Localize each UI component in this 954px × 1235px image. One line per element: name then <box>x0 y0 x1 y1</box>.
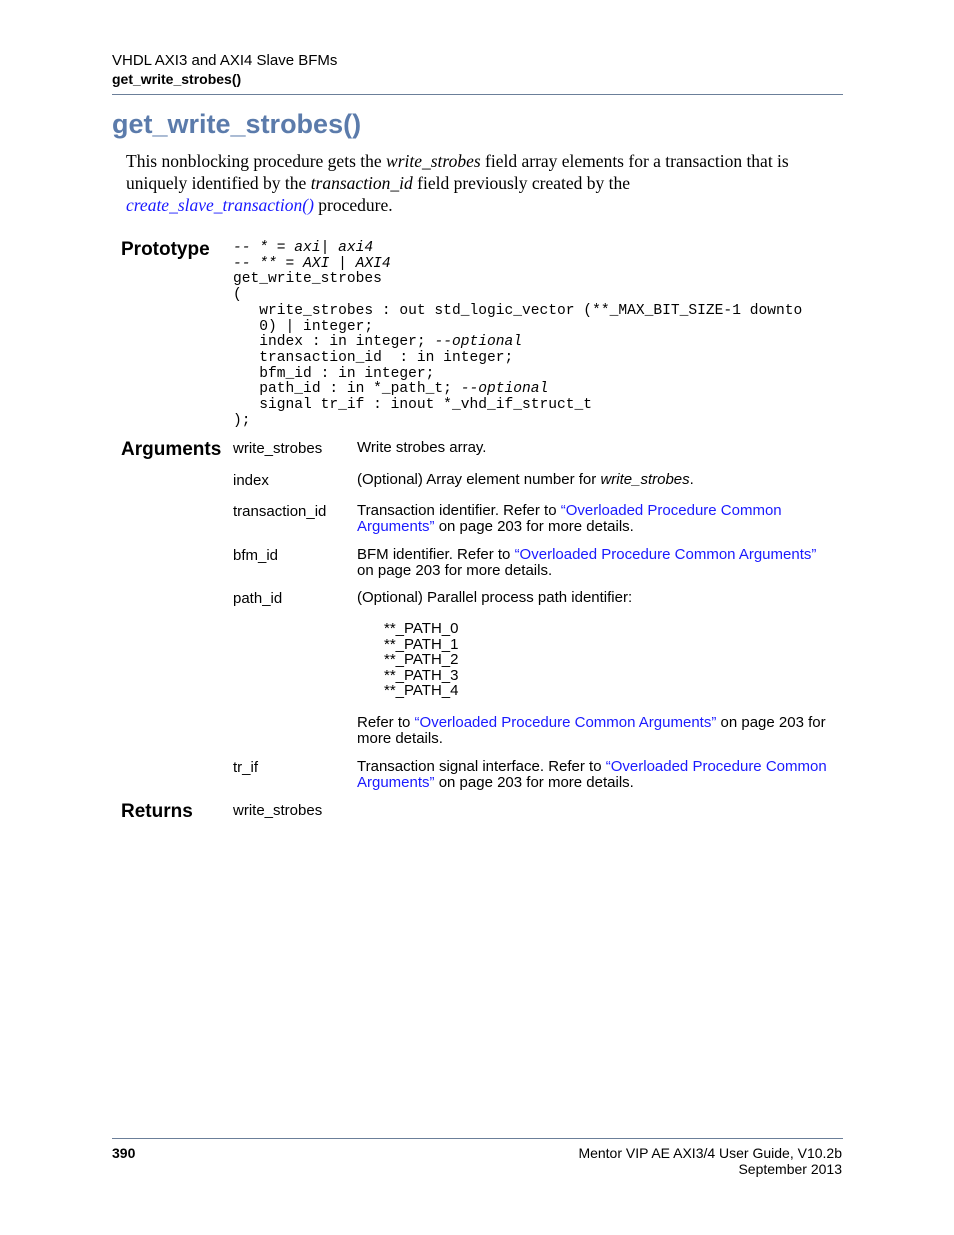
arg-name-path-id: path_id <box>233 590 283 607</box>
arg-desc-write-strobes: Write strobes array. <box>357 439 487 456</box>
overloaded-args-link[interactable]: “Overloaded Procedure Common <box>605 758 827 775</box>
footer-rule <box>112 1138 843 1139</box>
arg-name-index: index <box>233 472 269 489</box>
page-number: 390 <box>112 1145 136 1161</box>
intro-paragraph: This nonblocking procedure gets the write_strobes field array elements for a transaction that is uniquely identified by the transaction_id field previously created by the create_slave_transaction() procedure. <box>126 151 789 215</box>
arg-name-bfm-id: bfm_id <box>233 547 279 564</box>
list-item: **_PATH_1 <box>384 635 459 653</box>
arg-name-transaction-id: transaction_id <box>233 503 327 520</box>
page-title: get_write_strobes() <box>112 109 362 139</box>
prototype-code: -- * = axi| axi4 -- ** = AXI | AXI4 get_write_strobes ( write_strobes : out std_logic_vector (**_MAX_BIT_SIZE-1 downto 0) | integer; index : in integer; --optional transaction_id : in integer; bfm_id : in integer; path_id : in *_path_t; --optional signal tr_if : inout *_vhd_if_struct_t ); <box>233 240 803 429</box>
overloaded-args-link[interactable]: Arguments” <box>357 773 435 791</box>
arg-desc-index: (Optional) Array element number for write_strobes. <box>357 471 694 488</box>
footer-guide-info <box>578 1145 842 1177</box>
list-item: **_PATH_4 <box>384 682 459 700</box>
running-header-chapter: VHDL AXI3 and AXI4 Slave BFMs <box>112 52 338 69</box>
path-id-values-list <box>384 621 458 699</box>
arg-desc-transaction-id: Transaction identifier. Refer to “Overloaded Procedure Common Arguments” on page 203 for more details. <box>357 502 782 535</box>
arg-name-tr-if: tr_if <box>233 759 259 776</box>
header-rule <box>112 94 843 95</box>
running-header-section: get_write_strobes() <box>112 71 242 87</box>
overloaded-args-link[interactable]: “Overloaded Procedure Common <box>560 502 782 519</box>
overloaded-args-link[interactable]: “Overloaded Procedure Common Arguments” <box>414 714 717 731</box>
footer-date: September 2013 <box>738 1161 842 1177</box>
footer-guide-title: Mentor VIP AE AXI3/4 User Guide, V10.2b <box>578 1145 842 1161</box>
overloaded-args-link[interactable]: Arguments” <box>357 517 435 535</box>
arg-desc-path-id: (Optional) Parallel process path identifier: <box>357 589 633 606</box>
create-slave-transaction-link[interactable]: create_slave_transaction() <box>126 195 314 215</box>
prototype-heading: Prototype <box>121 239 210 260</box>
arg-desc-tr-if: Transaction signal interface. Refer to “Overloaded Procedure Common Arguments” on page 203 for more details. <box>357 758 827 791</box>
list-item: **_PATH_3 <box>384 666 459 684</box>
list-item: **_PATH_0 <box>384 620 459 637</box>
list-item: **_PATH_2 <box>384 651 459 669</box>
arg-desc-path-id-refer: Refer to “Overloaded Procedure Common Arguments” on page 203 for more details. <box>357 714 826 747</box>
overloaded-args-link[interactable]: “Overloaded Procedure Common Arguments” <box>514 546 817 563</box>
arguments-heading: Arguments <box>121 439 222 460</box>
arg-name-write-strobes: write_strobes <box>233 440 323 457</box>
arg-desc-bfm-id: BFM identifier. Refer to “Overloaded Procedure Common Arguments” on page 203 for more details. <box>357 546 817 579</box>
returns-value: write_strobes <box>233 802 323 819</box>
returns-heading: Returns <box>121 801 193 822</box>
